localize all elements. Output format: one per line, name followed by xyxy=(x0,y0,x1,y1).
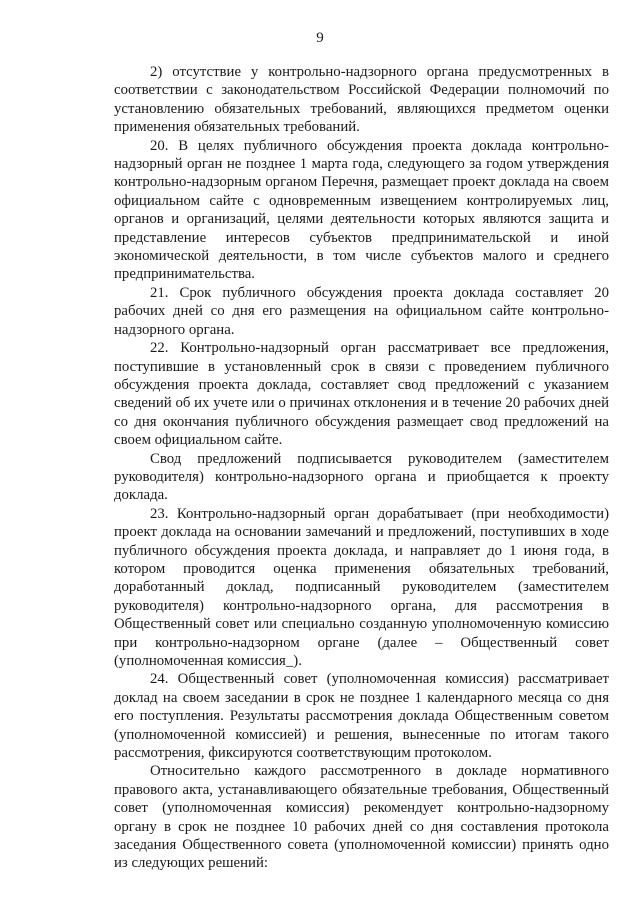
paragraph-item-2-absence-of-powers: 2) отсутствие у контрольно-надзорного органа предусмотренных в соответствии с законодательством Российской Федерации полномочий по установлению обязательных требований, являющихся предметом оценки применения обязательных требований. xyxy=(114,64,609,136)
document-body xyxy=(114,63,609,873)
paragraph-proposals-summary-signing: Свод предложений подписывается руководителем (заместителем руководителя) контрольно-надзорного органа и приобщается к проекту доклада. xyxy=(114,450,609,504)
paragraph-21-discussion-term: 21. Срок публичного обсуждения проекта доклада составляет 20 рабочих дней со дня его размещения на официальном сайте контрольно-надзорного органа. xyxy=(114,284,609,338)
page-number: 9 xyxy=(316,30,324,46)
paragraph-20-public-discussion: 20. В целях публичного обсуждения проекта доклада контрольно-надзорный орган не позднее 1 марта года, следующего за годом утверждения контрольно-надзорным органом Перечня, размещает проект доклада на своем официальном сайте с одновременным извещением контролируемых лиц, органов и организаций, целями деятельности которых являются защита и представление интересов субъектов предпринимательской и иной экономической деятельности, в том числе субъектов малого и среднего предпринимательства. xyxy=(114,137,609,283)
paragraph-22-proposals-review: 22. Контрольно-надзорный орган рассматривает все предложения, поступившие в установленный срок в связи с проведением публичного обсуждения проекта доклада, составляет свод предложений с указанием сведений об их учете или о причинах отклонения и в течение 20 рабочих дней со дня окончания публичного обсуждения размещает свод предложений на своем официальном сайте. xyxy=(114,340,609,449)
paragraph-24-council-review: 24. Общественный совет (уполномоченная комиссия) рассматривает доклад на своем заседании в срок не позднее 1 календарного месяца со дня его поступления. Результаты рассмотрения доклада Общественным советом (уполномоченной комиссией) и решения, вынесенные по итогам такого рассмотрения, фиксируются соответствующим протоколом. xyxy=(114,671,609,762)
paragraph-23-report-revision: 23. Контрольно-надзорный орган дорабатывает (при необходимости) проект доклада на основании замечаний и предложений, поступивших в ходе публичного обсуждения проекта доклада, и направляет до 1 июня года, в котором проводится оценка применения обязательных требований, доработанный доклад, подписанный руководителем (заместителем руководителя) контрольно-надзорного органа, для рассмотрения в Общественный совет или специально созданную уполномоченную комиссию при контрольно-надзорном органе (далее – Общественный совет (уполномоченная комиссия_). xyxy=(114,505,609,669)
paragraph-council-recommendation: Относительно каждого рассмотренного в докладе нормативного правового акта, устанавливающего обязательные требования, Общественный совет (уполномоченная комиссия) рекомендует контрольно-надзорному органу в срок не позднее 10 рабочих дней со дня составления протокола заседания Общественного совета (уполномоченной комиссии) принять одно из следующих решений: xyxy=(114,763,609,872)
